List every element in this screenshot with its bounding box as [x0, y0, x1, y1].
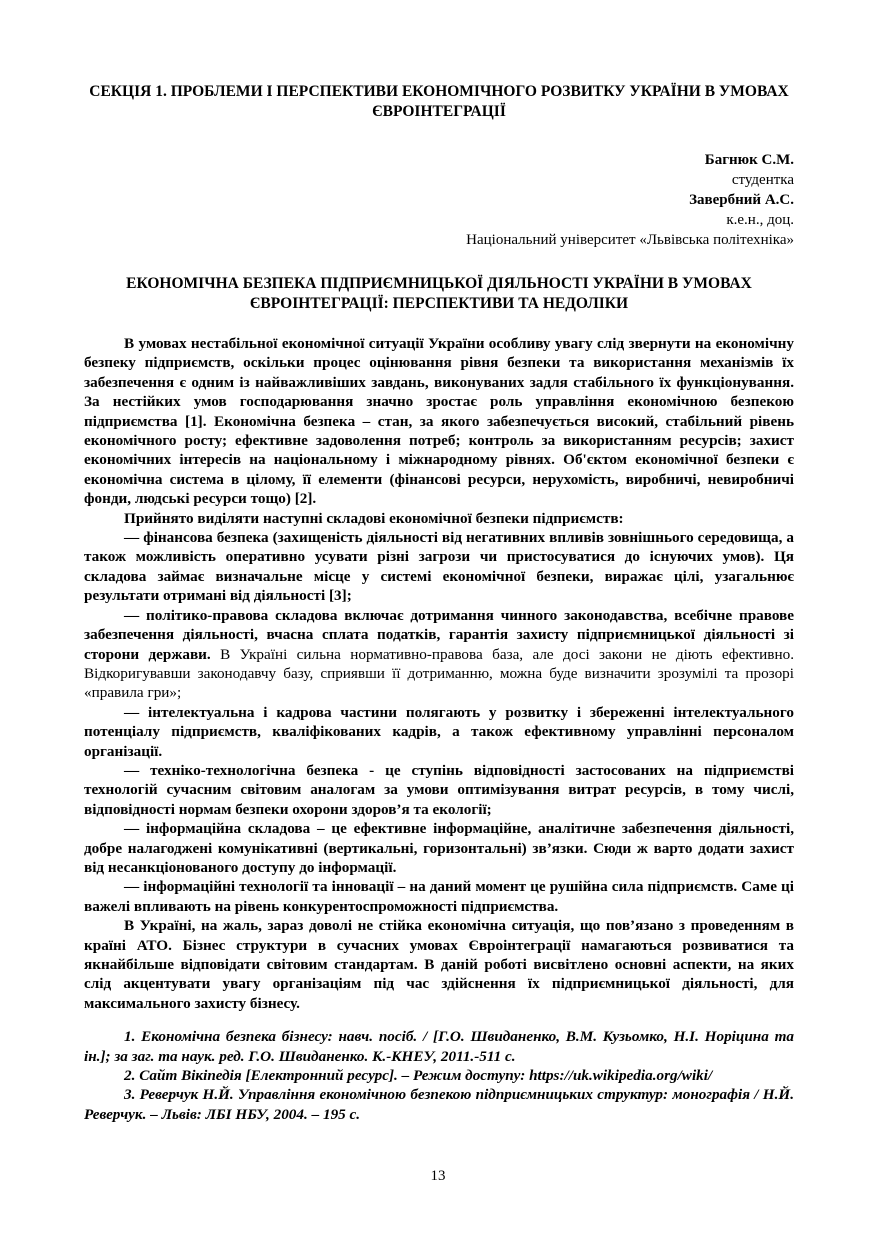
paragraph-financial: — фінансова безпека (захищеність діяльності від негативних впливів зовнішнього середовища, а також можливість оперативно усувати різні загрози чи пристосуватися до існуючих умов). Ця складова займає визначальне місце у системі економічної безпеки, виражає цілі, узагальнює результати отримані від діяльності [3];	[84, 529, 794, 605]
author-2-name: Завербний А.С.	[689, 192, 794, 208]
document-page	[84, 82, 794, 1124]
author-2-role: к.е.н., доц.	[726, 212, 794, 228]
legal-normal-text: В Україні сильна нормативно-правова база, але досі закони не діють ефективно. Відкоригувавши законодавчу базу, сприявши її дотриманню, можна буде визначити зрозумілі та прозорі «правила гри»;	[84, 645, 794, 702]
section-title: СЕКЦІЯ 1. ПРОБЛЕМИ І ПЕРСПЕКТИВИ ЕКОНОМІЧНОГО РОЗВИТКУ УКРАЇНИ В УМОВАХ ЄВРОІНТЕГРАЦІЇ	[89, 83, 789, 120]
paragraph-conclusion: В Україні, на жаль, зараз доволі не стійка економічна ситуація, що пов’язано з проведенням в країні АТО. Бізнес структури в сучасних умовах Євроінтеграції намагаються розвиватися та якнайбільше відповідати світовим стандартам. В даній роботі висвітлено основні аспекти, на яких слід акцентувати увагу організаціям під час здійснення їх підприємницької діяльності, для максимального захисту бізнесу.	[84, 917, 794, 1012]
article-body	[84, 334, 794, 1013]
paragraph-information: — інформаційна складова – це ефективне інформаційне, аналітичне забезпечення діяльності, добре налагоджені комунікативні (вертикальні, горизонтальні) зв’язки. Сюди ж варто додати захист від несанкціонованого доступу до інформації.	[84, 820, 794, 876]
paragraph-components: Прийнято виділяти наступні складові економічної безпеки підприємств:	[124, 509, 624, 527]
author-1-name: Багнюк С.М.	[704, 152, 794, 168]
references	[84, 1027, 794, 1124]
affiliation: Національний університет «Львівська політехніка»	[466, 232, 794, 248]
paragraph-intellectual: — інтелектуальна і кадрова частини полягають у розвитку і збереженні інтелектуального потенціалу підприємств, кваліфікованих кадрів, а також ефективному управлінні персоналом організації.	[84, 703, 794, 760]
paragraph-legal	[84, 606, 794, 703]
author-block	[84, 150, 794, 250]
article-title: ЕКОНОМІЧНА БЕЗПЕКА ПІДПРИЄМНИЦЬКОЇ ДІЯЛЬНОСТІ УКРАЇНИ В УМОВАХ ЄВРОІНТЕГРАЦІЇ: ПЕРСПЕКТИВИ ТА НЕДОЛІКИ	[126, 275, 752, 312]
page-number: 13	[430, 1168, 446, 1184]
reference-item: 3. Реверчук Н.Й. Управління економічною безпекою підприємницьких структур: монографія / Н.Й. Реверчук. – Львів: ЛБІ НБУ, 2004. – 195 с.	[84, 1086, 794, 1123]
author-1-role: студентка	[731, 172, 794, 188]
paragraph-intro: В умовах нестабільної економічної ситуації України особливу увагу слід звернути на економічну безпеку підприємств, оскільки процес оцінювання рівня безпеки та використання механізмів їх забезпечення є одним із найважливіших завдань, виконуваних задля стабільного їх функціонування. За нестійких умов господарювання значно зростає роль управління економічною безпекою підприємства [1]. Економічна безпека – стан, за якого забезпечується високий, стабільний рівень економічного росту; ефективне задоволення потреб; контроль за використанням ресурсів; захист економічних інтересів на національному і міжнародному рівнях. Об'єктом економічної безпеки є економічна система в цілому, її елементи (фінансові ресурси, нерухомість, виробничі, невиробничі фонди, людські ресурси тощо) [2].	[84, 335, 794, 508]
reference-item: 1. Економічна безпека бізнесу: навч. посіб. / [Г.О. Швиданенко, В.М. Кузьомко, Н.І. Норіцина та ін.]; за заг. та наук. ред. Г.О. Швиданенко. К.-КНЕУ, 2011.-511 с.	[84, 1028, 794, 1065]
reference-item: 2. Сайт Вікіпедія [Електронний ресурс]. – Режим доступу: https://uk.wikipedia.org/wiki/	[124, 1067, 713, 1085]
paragraph-technical: — техніко-технологічна безпека - це ступінь відповідності застосованих на підприємстві технологій сучасним світовим аналогам за умови оптимізування витрат ресурсів, в тому числі, відповідності нормам безпеки охорони здоров’я та екології;	[84, 761, 794, 818]
legal-bold-text: — політико-правова складова включає дотримання чинного законодавства, всебічне правове забезпечення діяльності, вчасна сплата податків, гарантія захисту підприємницької діяльності зі сторони держави.	[84, 606, 794, 663]
paragraph-innovation: — інформаційні технології та інновації – на даний момент це рушійна сила підприємств. Саме ці важелі впливають на рівень конкурентоспроможності підприємства.	[84, 878, 794, 915]
